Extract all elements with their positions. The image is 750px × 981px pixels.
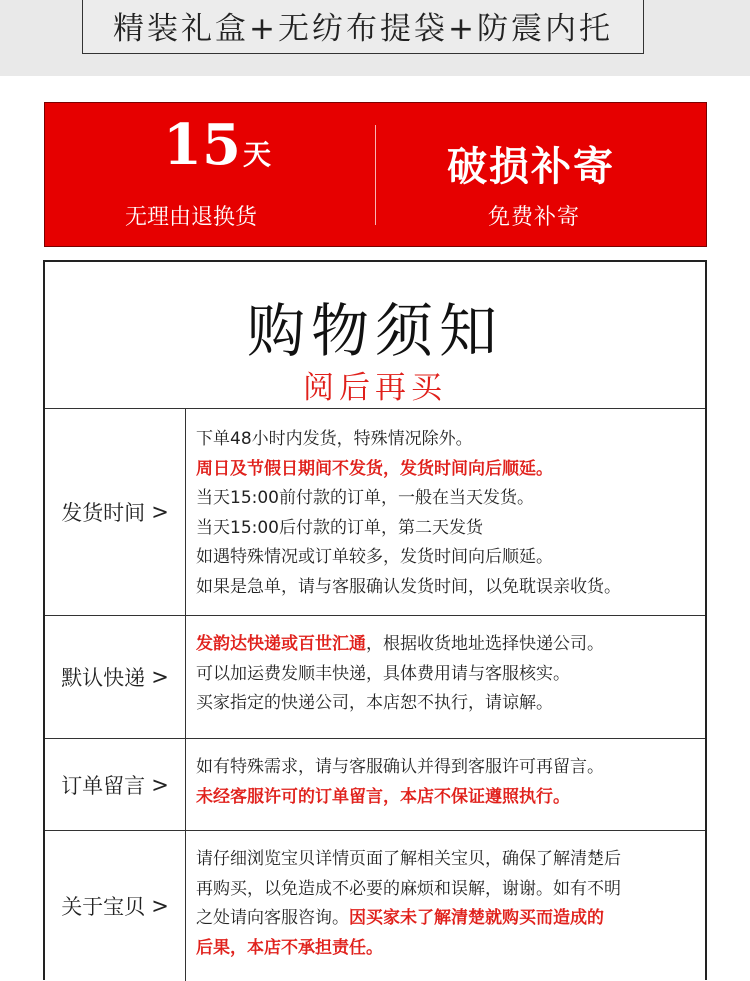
return-policy-text: 无理由退换货 <box>125 205 258 230</box>
notice-line: 发韵达快递或百世汇通，根据收货地址选择快递公司。 <box>196 634 604 654</box>
chevron-right-icon: > <box>151 500 169 524</box>
notice-line: 再购买，以免造成不必要的麻烦和误解，谢谢。如有不明 <box>196 878 621 899</box>
notice-subtitle: 阅后再买 <box>303 370 447 406</box>
notice-row-shipping-time <box>45 409 705 616</box>
row-label: 默认快递 > <box>45 616 186 738</box>
notice-row-order-message <box>45 739 705 831</box>
notice-line: 如遇特殊情况或订单较多，发货时间向后顺延。 <box>196 547 553 567</box>
row-body <box>196 616 705 719</box>
notice-row-about-product <box>45 831 705 981</box>
notice-row-default-courier <box>45 616 705 739</box>
shopping-notice <box>43 260 707 980</box>
notice-header <box>45 262 705 409</box>
notice-line: 下单48小时内发货，特殊情况除外。 <box>196 429 473 449</box>
return-days <box>163 112 271 178</box>
notice-line: 之处请向客服咨询。因买家未了解清楚就购买而造成的 <box>196 908 604 928</box>
notice-line: 可以加运费发顺丰快递，具体费用请与客服核实。 <box>196 663 570 684</box>
damage-reship-title: 破损补寄 <box>447 143 615 190</box>
return-days-number: 15 <box>163 112 241 178</box>
row-label: 发货时间 > <box>45 409 186 615</box>
row-body <box>196 409 705 602</box>
return-days-unit: 天 <box>242 138 271 171</box>
notice-line-highlight: 周日及节假日期间不发货，发货时间向后顺延。 <box>196 458 553 479</box>
row-label: 订单留言 > <box>45 739 186 830</box>
row-label: 关于宝贝 > <box>45 831 186 981</box>
chevron-right-icon: > <box>151 665 169 689</box>
damage-reship-text: 免费补寄 <box>488 205 581 230</box>
row-body <box>196 831 705 963</box>
package-caption: 精装礼盒+无纺布提袋+防震内托 <box>82 0 644 54</box>
notice-line: 如果是急单，请与客服确认发货时间，以免耽误亲收货。 <box>196 576 621 597</box>
notice-line-highlight: 未经客服许可的订单留言，本店不保证遵照执行。 <box>196 786 570 807</box>
top-band <box>0 0 750 76</box>
row-body <box>196 739 705 812</box>
notice-line: 当天15:00前付款的订单，一般在当天发货。 <box>196 488 534 508</box>
notice-line: 如有特殊需求，请与客服确认并得到客服许可再留言。 <box>196 757 604 777</box>
notice-line: 当天15:00后付款的订单，第二天发货 <box>196 517 483 538</box>
notice-line: 买家指定的快递公司，本店恕不执行，请谅解。 <box>196 693 553 713</box>
banner-divider <box>375 125 376 225</box>
notice-line-highlight: 后果，本店不承担责任。 <box>196 937 383 958</box>
notice-title: 购物须知 <box>246 297 503 365</box>
service-banner <box>44 102 707 247</box>
chevron-right-icon: > <box>151 772 169 797</box>
notice-line: 请仔细浏览宝贝详情页面了解相关宝贝，确保了解清楚后 <box>196 849 621 869</box>
chevron-right-icon: > <box>151 894 169 918</box>
